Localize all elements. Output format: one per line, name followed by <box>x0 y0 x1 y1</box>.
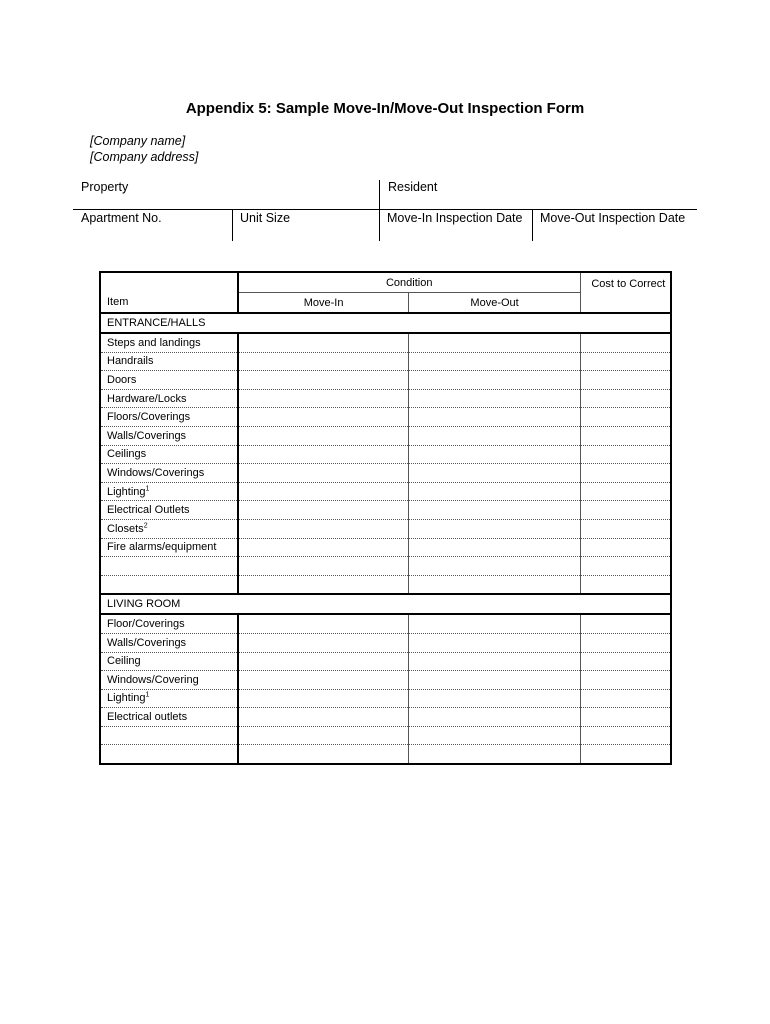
footnote-marker: 2 <box>143 522 148 530</box>
move-out-cell[interactable] <box>409 745 580 764</box>
apartment-no-label: Apartment No. <box>81 211 162 225</box>
cost-cell[interactable] <box>580 352 671 371</box>
property-label: Property <box>81 180 129 194</box>
move-out-cell[interactable] <box>409 633 580 652</box>
move-out-date-label: Move-Out Inspection Date <box>540 211 686 225</box>
table-row <box>100 464 671 483</box>
item-label <box>100 371 238 390</box>
move-in-cell[interactable] <box>238 538 409 557</box>
item-label <box>100 633 238 652</box>
move-out-cell[interactable] <box>409 708 580 727</box>
move-out-cell[interactable] <box>409 519 580 538</box>
move-in-cell[interactable] <box>238 389 409 408</box>
header-divider <box>532 209 533 241</box>
move-in-cell[interactable] <box>238 464 409 483</box>
table-row <box>100 538 671 557</box>
item-text: Ceiling <box>107 655 141 668</box>
move-out-cell[interactable] <box>409 482 580 501</box>
cost-cell[interactable] <box>580 708 671 727</box>
table-row <box>100 726 671 745</box>
item-text: Lighting <box>107 485 146 498</box>
table-row <box>100 389 671 408</box>
move-out-cell[interactable] <box>409 689 580 708</box>
move-in-cell[interactable] <box>238 689 409 708</box>
move-in-cell[interactable] <box>238 726 409 745</box>
table-row <box>100 671 671 690</box>
cost-cell[interactable] <box>580 501 671 520</box>
cost-cell[interactable] <box>580 614 671 633</box>
cost-cell[interactable] <box>580 426 671 445</box>
item-label <box>100 726 238 745</box>
move-in-cell[interactable] <box>238 426 409 445</box>
cost-cell[interactable] <box>580 575 671 594</box>
cost-cell[interactable] <box>580 408 671 427</box>
table-row <box>100 614 671 633</box>
table-row <box>100 652 671 671</box>
header-divider <box>379 209 380 241</box>
section-row <box>100 313 671 333</box>
header-divider <box>232 209 233 241</box>
move-in-cell[interactable] <box>238 557 409 576</box>
move-out-cell[interactable] <box>409 408 580 427</box>
column-header-move-in: Move-In <box>238 293 409 314</box>
item-label <box>100 557 238 576</box>
item-label <box>100 538 238 557</box>
section-row <box>100 594 671 614</box>
item-text: Lighting <box>107 692 146 705</box>
table-row <box>100 333 671 352</box>
table-row <box>100 352 671 371</box>
move-in-cell[interactable] <box>238 371 409 390</box>
move-in-cell[interactable] <box>238 482 409 501</box>
move-in-cell[interactable] <box>238 614 409 633</box>
move-out-cell[interactable] <box>409 426 580 445</box>
cost-cell[interactable] <box>580 689 671 708</box>
move-in-cell[interactable] <box>238 519 409 538</box>
column-header-item: Item <box>100 272 238 313</box>
item-text: Ceilings <box>107 448 147 461</box>
item-text: Windows/Covering <box>107 673 199 686</box>
item-text: Electrical outlets <box>107 711 188 724</box>
header-rule <box>73 209 697 210</box>
move-in-cell[interactable] <box>238 333 409 352</box>
item-text: Walls/Coverings <box>107 636 187 649</box>
cost-cell[interactable] <box>580 445 671 464</box>
item-text: Hardware/Locks <box>107 392 187 405</box>
section-heading: ENTRANCE/HALLS <box>100 313 671 333</box>
item-label <box>100 614 238 633</box>
table-row <box>100 482 671 501</box>
move-out-cell[interactable] <box>409 445 580 464</box>
move-in-date-label: Move-In Inspection Date <box>387 211 523 225</box>
cost-cell[interactable] <box>580 726 671 745</box>
cost-cell[interactable] <box>580 464 671 483</box>
move-in-cell[interactable] <box>238 352 409 371</box>
cost-cell[interactable] <box>580 671 671 690</box>
move-in-cell[interactable] <box>238 575 409 594</box>
item-label <box>100 671 238 690</box>
table-row <box>100 689 671 708</box>
column-header-move-out: Move-Out <box>470 296 519 309</box>
table-row <box>100 408 671 427</box>
cost-cell[interactable] <box>580 538 671 557</box>
item-text: Steps and landings <box>107 336 201 349</box>
move-out-cell[interactable] <box>409 614 580 633</box>
move-out-cell[interactable] <box>409 389 580 408</box>
move-in-cell[interactable] <box>238 745 409 764</box>
item-text: Fire alarms/equipment <box>107 541 217 554</box>
table-row <box>100 708 671 727</box>
item-label <box>100 464 238 483</box>
item-text: Floors/Coverings <box>107 411 191 424</box>
move-out-cell[interactable] <box>409 333 580 352</box>
item-text: Floor/Coverings <box>107 618 185 631</box>
move-in-cell[interactable] <box>238 408 409 427</box>
move-in-cell[interactable] <box>238 671 409 690</box>
unit-size-label: Unit Size <box>240 211 291 225</box>
move-out-cell[interactable] <box>409 575 580 594</box>
table-row <box>100 371 671 390</box>
move-in-cell[interactable] <box>238 445 409 464</box>
move-in-cell[interactable] <box>238 633 409 652</box>
move-in-cell[interactable] <box>238 708 409 727</box>
item-text: Handrails <box>107 355 154 368</box>
table-row <box>100 633 671 652</box>
move-out-cell[interactable] <box>409 538 580 557</box>
section-heading: LIVING ROOM <box>100 594 671 614</box>
item-label <box>100 689 238 708</box>
inspection-table <box>99 271 672 765</box>
move-in-cell[interactable] <box>238 501 409 520</box>
item-label <box>100 575 238 594</box>
item-label <box>100 482 238 501</box>
cost-cell[interactable] <box>580 371 671 390</box>
item-label <box>100 519 238 538</box>
move-out-cell[interactable] <box>409 371 580 390</box>
cost-cell[interactable] <box>580 519 671 538</box>
item-text: Windows/Coverings <box>107 466 205 479</box>
column-header-condition: Condition <box>238 272 580 293</box>
item-label <box>100 445 238 464</box>
move-out-cell[interactable] <box>409 501 580 520</box>
table-row <box>100 519 671 538</box>
table-row <box>100 575 671 594</box>
cost-cell[interactable] <box>580 633 671 652</box>
move-out-cell[interactable] <box>409 726 580 745</box>
item-label <box>100 501 238 520</box>
item-label <box>100 333 238 352</box>
item-label <box>100 352 238 371</box>
cost-cell[interactable] <box>580 482 671 501</box>
move-in-cell[interactable] <box>238 652 409 671</box>
cost-cell[interactable] <box>580 389 671 408</box>
table-row <box>100 557 671 576</box>
move-out-cell[interactable] <box>409 557 580 576</box>
table-row <box>100 445 671 464</box>
table-row <box>100 426 671 445</box>
item-text: Doors <box>107 373 137 386</box>
footnote-marker: 1 <box>145 691 150 699</box>
item-label <box>100 426 238 445</box>
item-text: Electrical Outlets <box>107 504 190 517</box>
item-text: Closets <box>107 522 144 535</box>
page-title: Appendix 5: Sample Move-In/Move-Out Inspection Form <box>185 100 585 117</box>
item-label <box>100 708 238 727</box>
item-text: Walls/Coverings <box>107 429 187 442</box>
move-out-cell[interactable] <box>409 671 580 690</box>
table-row <box>100 501 671 520</box>
cost-cell[interactable] <box>580 745 671 764</box>
resident-label: Resident <box>388 180 438 194</box>
company-address: [Company address] <box>90 150 199 164</box>
table-row <box>100 745 671 764</box>
cost-cell[interactable] <box>580 557 671 576</box>
cost-cell[interactable] <box>580 652 671 671</box>
item-label <box>100 652 238 671</box>
cost-cell[interactable] <box>580 333 671 352</box>
move-out-cell[interactable] <box>409 652 580 671</box>
move-out-cell[interactable] <box>409 352 580 371</box>
column-header-cost: Cost to Correct <box>580 272 671 313</box>
item-label <box>100 745 238 764</box>
item-label <box>100 408 238 427</box>
company-name: [Company name] <box>90 134 186 148</box>
header-divider <box>379 180 380 210</box>
item-label <box>100 389 238 408</box>
footnote-marker: 1 <box>145 484 150 492</box>
move-out-cell[interactable] <box>409 464 580 483</box>
